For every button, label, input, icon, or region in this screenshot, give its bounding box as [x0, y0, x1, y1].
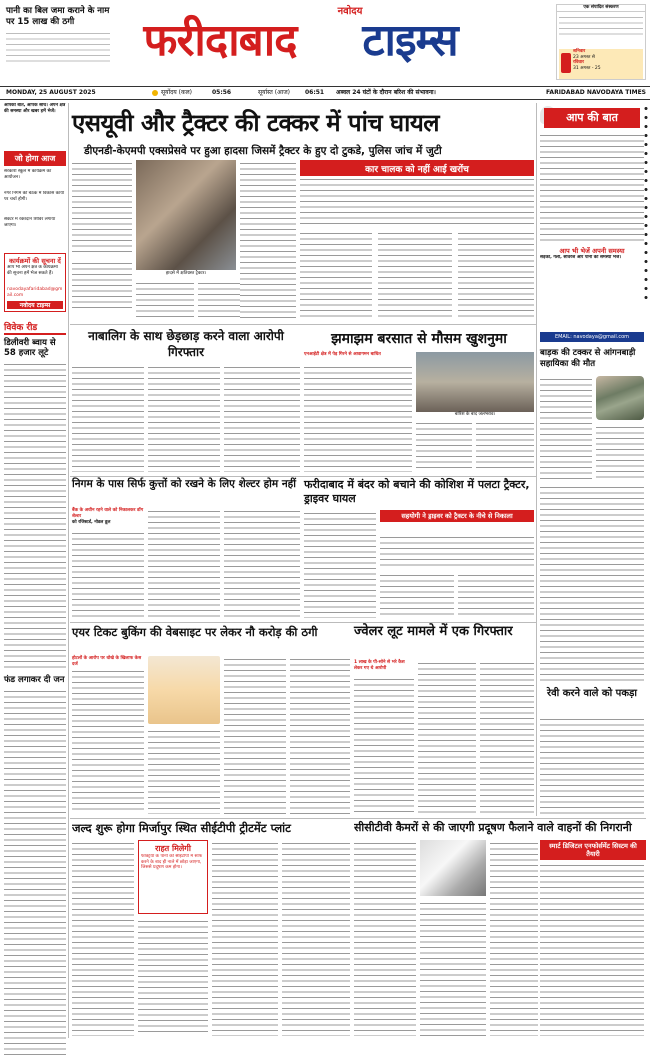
right-ad-logo: [561, 53, 571, 73]
tagline: अब्वल 24 घंटों के दौरान बरिश की संभावना।: [336, 89, 436, 96]
left-promo-text-lines: [6, 30, 110, 66]
jewellery-col2-lines: [418, 660, 476, 814]
lead-photo: [136, 160, 236, 270]
vivek-body-lines: [4, 361, 66, 671]
cctv-col1-lines: [354, 840, 416, 1036]
elephant-headline: बाड़क की टक्कर से आंगनबाड़ी सहायिका की मौत: [540, 348, 636, 369]
masthead-title-right: टाइम्स: [362, 15, 458, 66]
aap-bhi-bhejen-box: [540, 246, 644, 284]
masthead-left-promo: [6, 6, 110, 82]
left-brand-box: नवोदय टाइम्स: [7, 301, 63, 309]
bandar-headline: फरीदाबाद में बंदर को बचाने की कोशिश में पलटा ट्रैक्टर, ड्राइवर घायल: [304, 478, 530, 505]
sunset-time: 06:51: [305, 89, 325, 96]
air-col4-lines: [290, 656, 350, 814]
row4-divider: [70, 622, 536, 623]
elephant-photo: [596, 376, 644, 420]
cctv-col2-lines: [420, 900, 486, 1036]
jewellery-headline: ज्वेलर लूट मामले में एक गिरफ्तार: [354, 624, 513, 639]
jhamajham-sub: एनआईटी क्षेत्र में पेड़ गिरने से आवागमन बाधित: [304, 352, 381, 357]
right-column: [540, 104, 644, 816]
lead-col7-lines: [378, 230, 452, 320]
vivek-title: [4, 320, 66, 335]
cctv-headline: सीसीटीवी कैमरों से की जाएगी प्रदूषण फैलाने वाले वाहनों की निगरानी: [354, 821, 632, 834]
row5-divider: [70, 818, 646, 819]
lead-col2-lines: [72, 260, 132, 312]
mirzapur-col4-lines: [282, 840, 350, 1036]
aap-ki-baat-heading: आप की बात: [544, 108, 640, 128]
rail-body-lines: [540, 716, 644, 816]
bandar-col1-lines: [304, 510, 376, 618]
left-column: [4, 103, 66, 1038]
jewellery-col1-lines: [354, 676, 414, 814]
nigam-col2-lines: [148, 508, 220, 618]
date-line: MONDAY, 25 AUGUST 2025: [6, 89, 96, 96]
fund-headline: फंड लगाकर दी जन: [4, 675, 65, 686]
air-col2-lines: [148, 728, 220, 814]
jhamajham-col1-lines: [304, 364, 412, 472]
nigam-col3-lines: [224, 508, 300, 618]
jewellery-sub: 1 लाख के पी-सोने से भरे कैश लेकर गए थे आरोपी: [354, 660, 405, 671]
lead-col1-lines: [72, 160, 132, 256]
vivek-title-text: विवेक रीड: [4, 323, 38, 334]
karyakram-box: [4, 253, 66, 312]
sun-icon: [152, 90, 158, 96]
aap-ki-baat-lines: [540, 132, 644, 244]
nigam-sub1: बैंक के अधीन रहने वाले को निकालकर डॉग शेल्टर: [72, 508, 144, 519]
jhamajham-photo-caption: बारिश के बाद जलभराव।: [454, 412, 496, 417]
jo-hoga-item-2: नगर निगम की बैठक में विकास कार्यों पर चर्चा होगी।: [4, 191, 65, 202]
mirzapur-headline: जल्द शुरू होगा मिर्जापुर स्थित सीईटीपी ट्रीटमेंट प्लांट: [72, 821, 291, 835]
lead-col3-lines: [136, 280, 194, 320]
aap-bhi-bhejen-title: आप भी भेजें अपनी समस्या: [559, 247, 625, 255]
smart-lines: [540, 862, 644, 1036]
lead-col8-lines: [458, 230, 534, 320]
masthead-right-box: [556, 4, 646, 80]
sunrise-label: सूर्योदय (कल): [161, 89, 193, 96]
masthead-title-left: फरीदाबाद: [143, 15, 297, 66]
karyakram-email[interactable]: navodayafaridabad@gmail.com: [7, 287, 63, 298]
nabalik-col3-lines: [224, 364, 300, 472]
karyakram-title: कार्यक्रमों की सूचना दें: [9, 257, 61, 265]
rahat-title: राहत मिलेगी: [155, 844, 191, 853]
right-ad-line2: 23 अगस्त से: [573, 54, 595, 60]
smart-banner: स्मार्ट डिजिटल एनफोर्समेंट सिस्टम की तैयारी: [540, 840, 646, 860]
rail-headline: रेवी करने वाले को पकड़ा: [547, 688, 637, 699]
jewellery-col3-lines: [480, 660, 534, 814]
bandar-box-lines: [380, 534, 534, 568]
row2-divider: [70, 324, 536, 325]
air-sub: होटलों के आरोप पर धोखे के खिलाफ केस दर्ज: [72, 656, 142, 667]
cctv-col3-lines: [490, 840, 538, 1036]
left-col-divider: [68, 103, 69, 1038]
right-col-divider: [536, 103, 537, 816]
vivek-box: [4, 320, 66, 1058]
elephant-body-lines: [540, 484, 644, 684]
masthead: [0, 0, 650, 84]
jo-hoga-item-3: सेक्टर में रक्तदान शिविर लगाया जाएगा।: [4, 217, 56, 228]
fund-body-lines: [4, 688, 66, 1058]
brand-small: नवोदय: [337, 6, 363, 17]
air-headline: एयर टिकट बुकिंग की वेबसाइट पर लेकर नौ करोड़ की ठगी: [72, 625, 318, 639]
jhamajham-col2-lines: [416, 420, 472, 472]
jhamajham-photo: [416, 352, 534, 412]
bandar-col3-lines: [458, 572, 534, 618]
email-strip[interactable]: EMAIL: navodaya@gmail.com: [540, 332, 644, 342]
jo-hoga-aaj-list: [4, 169, 66, 247]
cctv-camera-photo: [420, 840, 486, 896]
air-col3-lines: [224, 656, 286, 814]
mirzapur-col1-lines: [72, 840, 134, 1036]
left-promo-headline: पानी का बिल जमा कराने के नाम पर 15 लाख की ठगी: [6, 6, 110, 27]
jhamajham-col3-lines: [476, 420, 534, 472]
lead-col5-lines: [240, 160, 296, 320]
lead-highlight-lines: [300, 176, 534, 226]
right-ad-block: [559, 49, 643, 79]
bandar-col2-lines: [380, 572, 454, 618]
lead-red-label: कार चालक को नहीं आई खरोंच: [300, 160, 534, 177]
sunset-label: सूर्यास्त (आज): [258, 89, 291, 96]
air-illustration: [148, 656, 220, 724]
date-strip: [0, 86, 650, 100]
edge-dots-right: [642, 104, 650, 304]
right-ad-line3: रविवार: [573, 60, 585, 66]
mirzapur-col3-lines: [212, 840, 278, 1036]
aap-bhi-bhejen-text: सड़कों, गली, सीवरेज और पानी की समस्या भेजें।: [540, 255, 622, 260]
lead-byline-lines: [72, 160, 132, 256]
row3-divider: [70, 476, 536, 477]
nabalik-col2-lines: [148, 364, 220, 472]
lead-subhead: डीएनडी-केएमपी एक्सप्रेसवे पर हुआ हादसा जिसमें ट्रैक्टर के हुए दो टुकडे, पुलिस जांच में जुटी: [84, 145, 442, 157]
air-col1-lines: [72, 668, 144, 814]
elephant-col1-lines: [540, 376, 592, 480]
vivek-headline: डिलीवरी ब्वाय से 58 हजार लूटे: [4, 338, 56, 359]
lead-col6-lines: [300, 230, 372, 320]
edition-label: एक संपादित संस्करण: [557, 5, 645, 12]
sunrise-time: 05:56: [212, 89, 232, 96]
nabalik-headline: नाबालिग के साथ छेड़छाड़ करने वाला आरोपी गिरफ्तार: [88, 329, 284, 359]
elephant-col2-lines: [596, 424, 644, 480]
left-promo: आपकी बात, आपके साथ। अपने क्षेत्र की समस्या और खबर हमें भेजें।: [4, 103, 66, 114]
rahat-box: [138, 840, 208, 914]
nigam-headline: निगम के पास सिर्फ कुत्तों को रखने के लिए शेल्टर होम नहीं: [72, 478, 296, 490]
lead-headline: एसयूवी और ट्रैक्टर की टक्कर में पांच घायल: [72, 109, 440, 137]
lead-photo-caption: हादसे में क्षतिग्रस्त ट्रैक्टर।: [165, 271, 207, 276]
rahat-text: फैक्ट्रियों के पानी को सीईटीपी में साफ करने के बाद ही नाले में छोड़ा जाएगा, जिससे प्रदूषण कम होगा।: [141, 854, 203, 871]
jo-hoga-aaj-heading: जो होगा आज: [4, 151, 66, 166]
bandar-label: सहयोगी ने ड्राइवर को ट्रैक्टर के नीचे से निकाला: [380, 510, 534, 522]
karyakram-text: आप भी अपने क्षेत्र के कार्यक्रमों की सूचना हमें भेज सकते हैं।: [7, 265, 58, 276]
nigam-col1-lines: [72, 530, 144, 618]
paper-name: FARIDABAD NAVODAYA TIMES: [546, 89, 646, 96]
nabalik-col1-lines: [72, 364, 144, 472]
jhamajham-headline: झमाझम बरसात से मौसम खुशनुमा: [331, 331, 507, 347]
jo-hoga-item-1: सरकारी स्कूल में कार्यक्रम का आयोजन।: [4, 169, 52, 180]
edition-text-lines: [559, 14, 643, 36]
right-ad-line4: 31 अगस्त - 25: [573, 65, 601, 71]
right-ad-line1: शनिवार: [573, 49, 586, 54]
mirzapur-col2-lines: [138, 918, 208, 1036]
nigam-sub2: को रजिस्टर्ड, नोडल डूल: [72, 520, 111, 525]
